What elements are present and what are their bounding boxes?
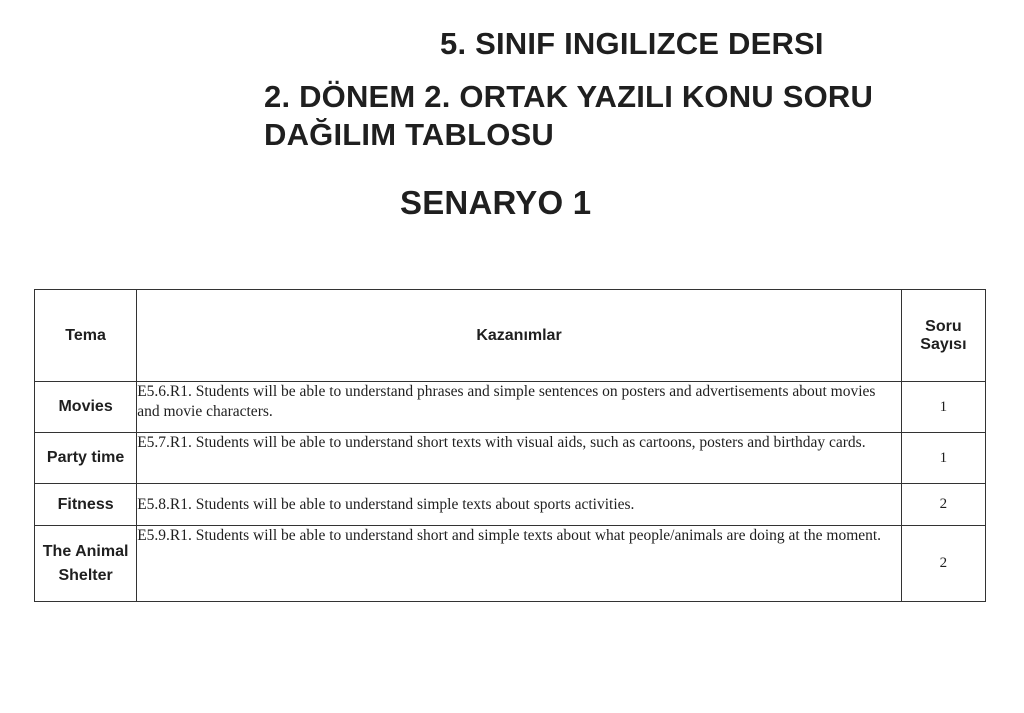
course-title: 5. SINIF INGILIZCE DERSI [440,26,824,61]
header-soru-sayisi: Soru Sayısı [901,290,985,382]
soru-sayisi-cell: 1 [901,433,985,484]
soru-sayisi-cell: 1 [901,382,985,433]
header-kazanimlar: Kazanımlar [137,290,902,382]
table-row [35,382,986,433]
kazanim-cell: E5.8.R1. Students will be able to understand simple texts about sports activities. [137,484,902,526]
table-row [35,526,986,602]
tema-cell: Movies [35,382,137,433]
table-header-row [35,290,986,382]
tema-cell: Party time [35,433,137,484]
kazanim-cell: E5.7.R1. Students will be able to understand short texts with visual aids, such as cartoons, posters and birthday cards. [137,433,902,484]
table-row [35,433,986,484]
tema-cell: The Animal Shelter [35,526,137,602]
document-title: 2. DÖNEM 2. ORTAK YAZILI KONU SORU DAĞILIM TABLOSU [264,79,874,152]
question-distribution-table [34,289,986,602]
scenario-title: SENARYO 1 [400,184,592,221]
table-row [35,484,986,526]
soru-sayisi-cell: 2 [901,484,985,526]
tema-cell: Fitness [35,484,137,526]
header-tema: Tema [35,290,137,382]
soru-sayisi-cell: 2 [901,526,985,602]
kazanim-cell: E5.6.R1. Students will be able to understand phrases and simple sentences on posters and advertisements about movies and movie characters. [137,382,902,433]
kazanim-cell: E5.9.R1. Students will be able to understand short and simple texts about what people/animals are doing at the moment. [137,526,902,602]
